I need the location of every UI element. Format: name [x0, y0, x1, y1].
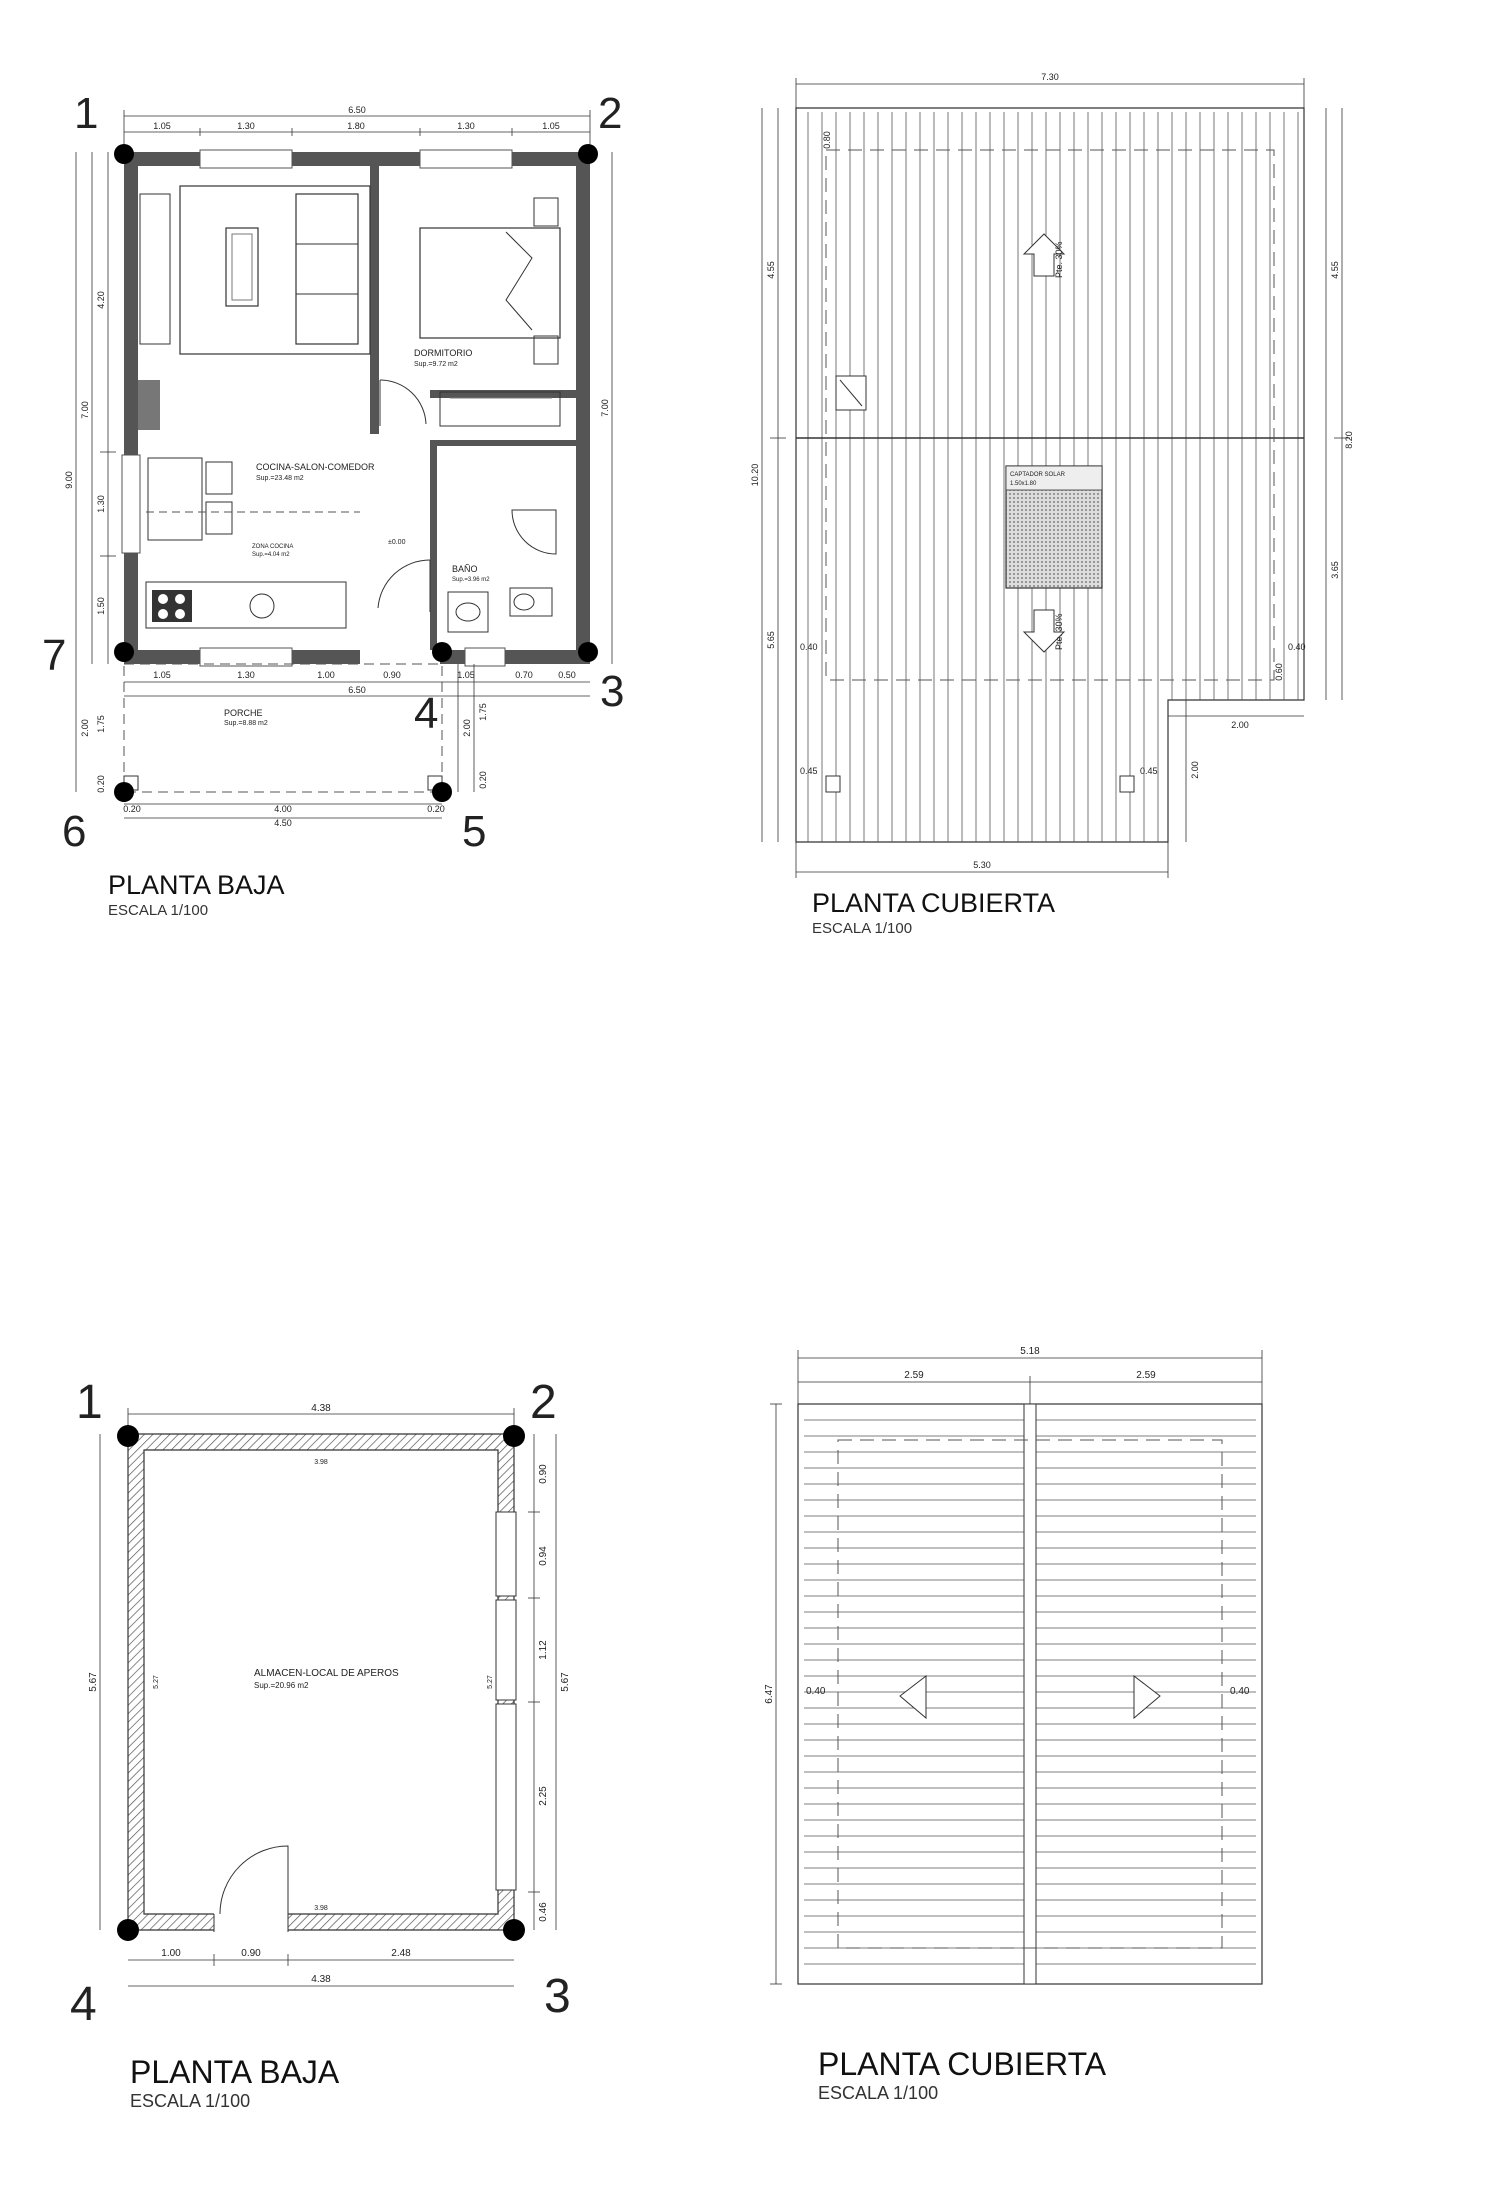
- plan1-dim-left: 1.75: [96, 715, 106, 733]
- roof1-slope-up: Pte. 30%: [1054, 241, 1064, 278]
- plan1-dim-left: 4.20: [96, 291, 106, 309]
- plan1-room-area: Sup.=4.04 m2: [252, 552, 290, 558]
- plan1-dim-bottom: 0.70: [515, 670, 533, 680]
- plan1-dim-left-total: 9.00: [64, 471, 74, 489]
- plan1-dim-porch-total: 4.50: [274, 818, 292, 828]
- plan2-walls: [128, 1434, 514, 1930]
- plan1-dim-left: 2.00: [80, 719, 90, 737]
- plan2-dim: 1.12: [538, 1640, 549, 1660]
- roof2-ridge: [1024, 1404, 1036, 1984]
- roof2-title: PLANTA CUBIERTA: [818, 2046, 1107, 2082]
- plan2-floor-plan: [70, 1376, 571, 2031]
- plan1-dim-top-total: 6.50: [348, 105, 366, 115]
- plan2-room-name: ALMACEN-LOCAL DE APEROS: [254, 1668, 399, 1679]
- plan2-dim: 2.25: [538, 1786, 549, 1806]
- roof1-dim: 10.20: [750, 463, 760, 487]
- roof2-dims: [770, 1350, 1262, 1984]
- plan1-dim-top: 1.30: [237, 121, 255, 131]
- plan1-room-name: ZONA COCINA: [252, 544, 294, 550]
- plan2-scale: ESCALA 1/100: [130, 2091, 251, 2111]
- plan1-dim-bottom: 0.90: [383, 670, 401, 680]
- roof2-dim: 6.47: [764, 1684, 775, 1704]
- plan2-axis-label: 1: [76, 1376, 103, 1429]
- plan1-title: PLANTA BAJA: [108, 870, 285, 900]
- plan1-room-name: COCINA-SALON-COMEDOR: [256, 462, 375, 472]
- plan1-axis-label: 3: [600, 667, 625, 716]
- plan2-axis-label: 2: [530, 1376, 557, 1429]
- plan2-dim: 0.90: [241, 1948, 261, 1959]
- plan1-dims-left: [76, 152, 116, 792]
- roof1-dim: 0.40: [1288, 642, 1306, 652]
- plan2-dim: 5.27: [153, 1675, 160, 1689]
- plan1-room-name: PORCHE: [224, 708, 263, 718]
- plan2-dim: 5.67: [88, 1672, 99, 1692]
- plan1-room-area: Sup.=9.72 m2: [414, 361, 458, 368]
- roof1-dim: 4.55: [766, 261, 776, 279]
- plan1-axis-label: 2: [598, 89, 623, 138]
- plan1-axis-label: 4: [414, 689, 439, 738]
- plan2-title-block: [130, 2056, 339, 2110]
- plan1-room-area: Sup.=3.96 m2: [452, 577, 490, 583]
- plan1-axis-points: [114, 144, 598, 802]
- roof2-scale: ESCALA 1/100: [818, 2083, 939, 2103]
- plan1-dim-top: 1.05: [542, 121, 560, 131]
- plan2-dim: 5.27: [487, 1675, 494, 1689]
- plan2-dim: 0.46: [538, 1902, 549, 1922]
- plan2-room-area: Sup.=20.96 m2: [254, 1681, 309, 1690]
- plan1-room-area: Sup.=23.48 m2: [256, 475, 304, 482]
- plan1-dim-bottom: 1.05: [153, 670, 171, 680]
- roof1-dim: 8.20: [1344, 431, 1354, 449]
- plan1-room-name: DORMITORIO: [414, 348, 473, 358]
- plan2-dim: 5.67: [560, 1672, 571, 1692]
- roof1-slope-down: Pte. 30%: [1054, 613, 1064, 650]
- plan2-dim: 4.38: [311, 1974, 331, 1985]
- plan1-axis-label: 1: [74, 89, 99, 138]
- plan1-dim-left: 0.20: [96, 775, 106, 793]
- roof1-plan: [750, 72, 1354, 878]
- plan1-room-name: BAÑO: [452, 564, 478, 574]
- plan1-dim-porch: 0.20: [123, 804, 141, 814]
- plan1-dim-top: 1.80: [347, 121, 365, 131]
- plan1-dims-bottom: [124, 682, 590, 818]
- roof1-title-block: [812, 890, 1055, 936]
- plan2-title: PLANTA BAJA: [130, 2054, 340, 2090]
- plan1-title-block: [108, 872, 285, 918]
- plan2-dim: 0.94: [538, 1546, 549, 1566]
- plan2-dim: 0.90: [538, 1464, 549, 1484]
- plan2-dim: 2.48: [391, 1948, 411, 1959]
- roof2-plan: [764, 1346, 1262, 1984]
- plan1-walls: [124, 152, 590, 664]
- plan1-scale: ESCALA 1/100: [108, 902, 209, 919]
- plan1-dim-right: 2.00: [462, 719, 472, 737]
- roof1-scale: ESCALA 1/100: [812, 920, 913, 937]
- roof2-dim: 0.40: [1230, 1686, 1250, 1697]
- roof1-dim: 0.40: [800, 642, 818, 652]
- roof1-solar-size: 1.50x1.80: [1010, 481, 1037, 487]
- plan1-dim-porch: 4.00: [274, 804, 292, 814]
- plan1-dim-right: 0.20: [478, 771, 488, 789]
- plan1-dim-right: 7.00: [600, 399, 610, 417]
- roof1-dim: 4.55: [1330, 261, 1340, 279]
- plan1-floor-plan: [42, 89, 624, 856]
- plan1-dim-bottom-total: 6.50: [348, 685, 366, 695]
- plan2-dim: 1.00: [161, 1948, 181, 1959]
- roof1-solar-label: CAPTADOR SOLAR: [1010, 472, 1065, 478]
- plan1-dim-bottom: 0.50: [558, 670, 576, 680]
- plan1-dim-top: 1.30: [457, 121, 475, 131]
- roof1-dim: 7.30: [1041, 72, 1059, 82]
- plan2-dims: [100, 1408, 556, 1986]
- plan1-room-area: Sup.=8.88 m2: [224, 720, 268, 727]
- plan1-dim-porch: 0.20: [427, 804, 445, 814]
- roof2-dim: 2.59: [1136, 1370, 1156, 1381]
- plan2-dim: 3.98: [314, 1459, 328, 1466]
- roof1-dim: 5.65: [766, 631, 776, 649]
- roof1-dim: 0.60: [1274, 663, 1284, 681]
- plan2-axis-label: 3: [544, 1970, 571, 2023]
- roof2-title-block: [818, 2048, 1106, 2102]
- roof2-dim: 5.18: [1020, 1346, 1040, 1357]
- roof2-dim: 0.40: [806, 1686, 826, 1697]
- roof1-dim: 2.00: [1231, 720, 1249, 730]
- plan2-dim: 3.98: [314, 1905, 328, 1912]
- plan1-dim-left: 1.30: [96, 495, 106, 513]
- roof1-dim: 0.80: [822, 131, 832, 149]
- plan2-axis-points: [117, 1425, 525, 1941]
- roof1-dim: 3.65: [1330, 561, 1340, 579]
- plan1-dim-bottom: 1.00: [317, 670, 335, 680]
- roof1-dim: 0.45: [1140, 766, 1158, 776]
- plan1-level: ±0.00: [388, 539, 406, 546]
- plan2-axis-label: 4: [70, 1978, 97, 2031]
- plan1-dim-left: 1.50: [96, 597, 106, 615]
- roof1-title: PLANTA CUBIERTA: [812, 888, 1056, 918]
- plan1-axis-label: 7: [42, 631, 67, 680]
- plan1-dim-bottom: 1.30: [237, 670, 255, 680]
- roof2-dim: 2.59: [904, 1370, 924, 1381]
- plan2-dim: 4.38: [311, 1403, 331, 1414]
- roof1-dim: 2.00: [1190, 761, 1200, 779]
- plan1-dim-top: 1.05: [153, 121, 171, 131]
- roof1-dim: 5.30: [973, 860, 991, 870]
- plan1-axis-label: 6: [62, 807, 87, 856]
- plan1-wall-bedroom: [370, 166, 379, 434]
- plan1-dim-left: 7.00: [80, 401, 90, 419]
- plan1-axis-label: 5: [462, 807, 487, 856]
- roof1-dim: 0.45: [800, 766, 818, 776]
- plan1-dim-right: 1.75: [478, 703, 488, 721]
- plan1-dim-bottom: 1.05: [457, 670, 475, 680]
